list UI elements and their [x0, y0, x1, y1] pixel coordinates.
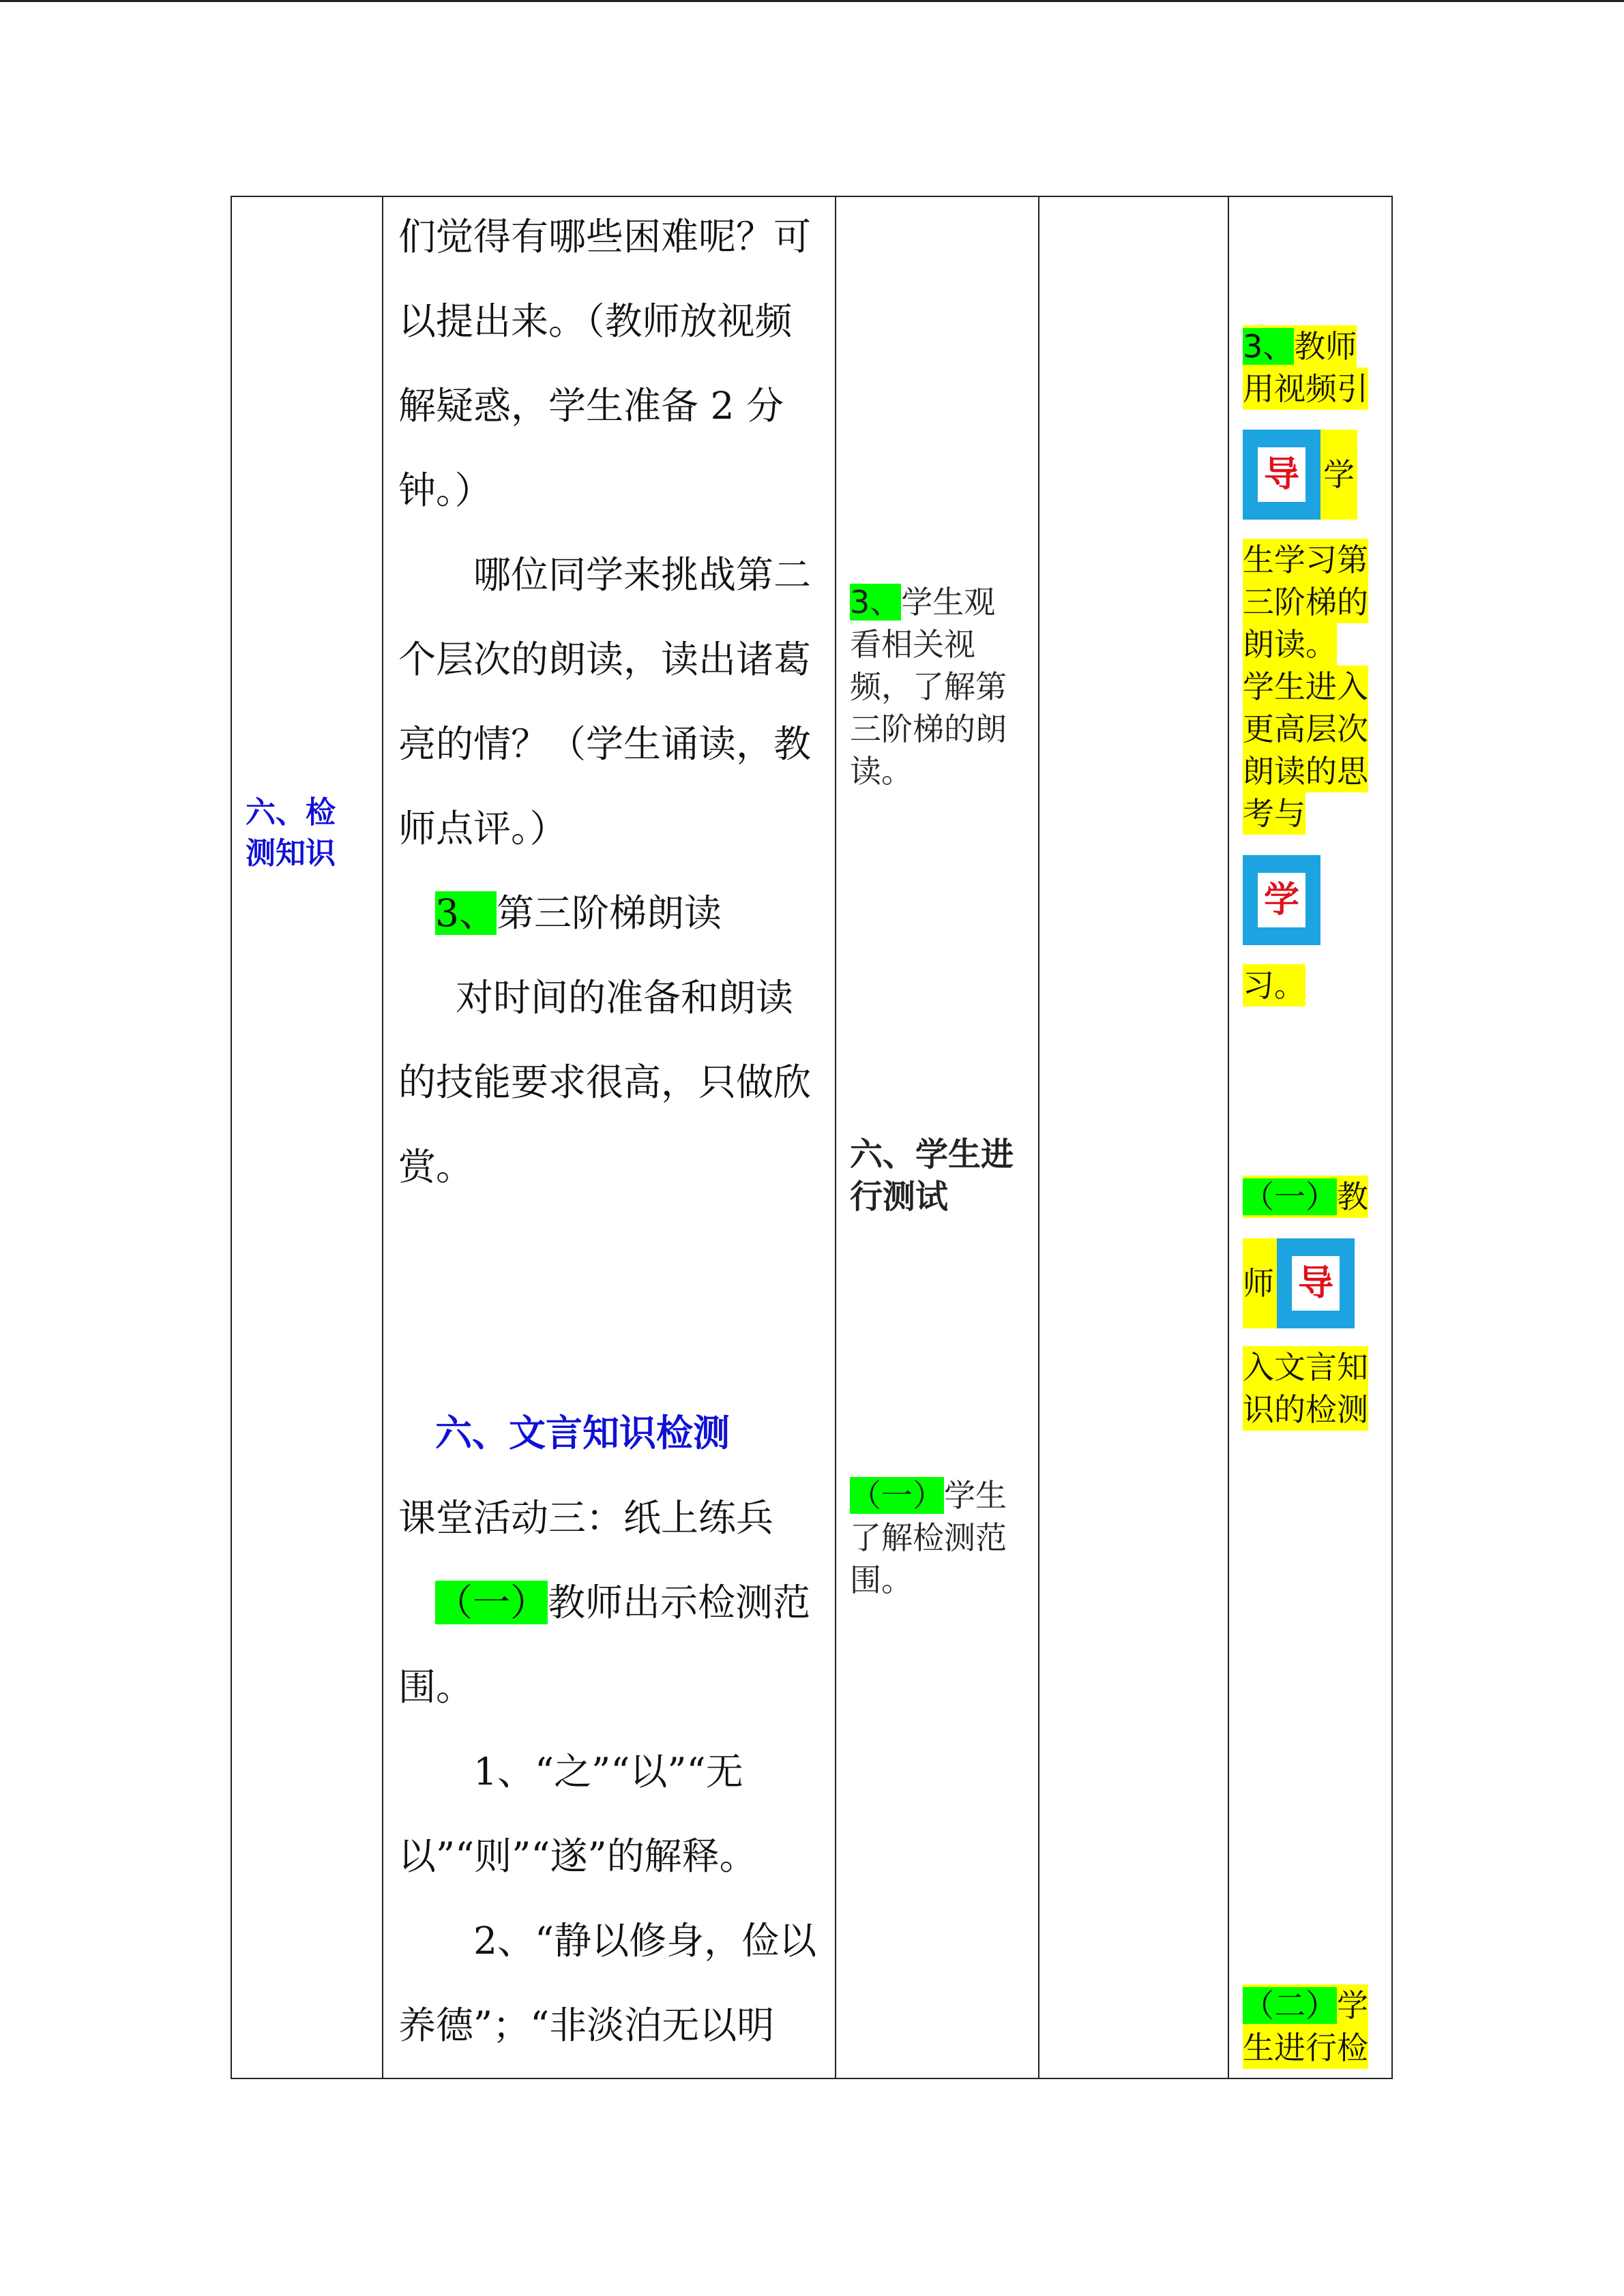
body-line: 以”“则”“遂”的解释。	[398, 1834, 757, 1878]
step-text: 第三阶梯朗读	[497, 891, 722, 935]
section-heading: 六、文言知识检测	[435, 1412, 730, 1455]
note-number: 3、	[850, 584, 902, 621]
note-text: 学	[1320, 430, 1357, 520]
xue-badge-icon: 学	[1243, 855, 1320, 945]
dao-badge-row-2	[1243, 1238, 1379, 1328]
design-note-2	[1243, 1176, 1379, 1218]
note-line: 三阶梯的	[1243, 581, 1368, 623]
note-number: 3、	[1243, 328, 1295, 365]
body-line: 的技能要求很高，只做欣	[398, 1060, 812, 1104]
top-border	[0, 0, 1624, 2]
body-line: 2、“静以修身，俭以	[473, 1919, 817, 1963]
note-line: 生进行检	[1243, 2027, 1368, 2069]
note-line: 朗读。	[1243, 623, 1337, 666]
note-line: 朗读的思	[1243, 750, 1368, 792]
body-line: 们觉得有哪些困难呢？可	[398, 215, 812, 258]
activity-title: 课堂活动三：纸上练兵	[398, 1496, 774, 1540]
body-line: 师点评。）	[398, 807, 567, 850]
note-line: 考与	[1243, 792, 1305, 835]
body-line: 1、“之”“以”“无	[473, 1750, 743, 1793]
xue-badge-row	[1243, 855, 1379, 945]
step-number: 3、	[435, 891, 497, 935]
note-text: 师	[1243, 1238, 1277, 1328]
body-line: 亮的情？（学生诵读，教	[398, 722, 812, 766]
note-line: 看相关视	[850, 626, 975, 663]
step-heading	[398, 871, 821, 955]
note-line	[1243, 1984, 1368, 2027]
subsection-text: 教师出示检测范	[548, 1581, 811, 1624]
dao-badge-row	[1243, 430, 1379, 520]
note-line	[1243, 1176, 1368, 1218]
body-line: 养德”；“非淡泊无以明	[398, 2003, 775, 2047]
note-line: 围。	[850, 1562, 913, 1598]
note-label: （一）	[1243, 1178, 1337, 1215]
note-line: 读。	[850, 753, 913, 790]
body-line: 以提出来。（教师放视频	[398, 299, 793, 343]
column-divider	[835, 196, 836, 2079]
note-label: （一）	[850, 1477, 944, 1514]
body-line: 哪位同学来挑战第二	[473, 553, 812, 597]
note-line: 更高层次	[1243, 708, 1368, 750]
note-line: 频，了解第	[850, 668, 1007, 705]
subsection-line	[398, 1560, 821, 1645]
teacher-activity-column	[398, 194, 821, 1209]
body-line: 对时间的准备和朗读	[456, 976, 794, 1019]
column-divider	[1038, 196, 1039, 2079]
body-line: 解疑惑，学生准备 2 分	[398, 384, 784, 428]
section-label: 六、检测知识	[246, 795, 336, 871]
note-line: 学生观	[901, 584, 996, 621]
heading-line: 行测试	[850, 1178, 949, 1216]
design-note-1	[1243, 325, 1379, 410]
design-note-1-cont	[1243, 539, 1379, 835]
body-line: 赏。	[398, 1145, 474, 1189]
note-line: 习。	[1243, 964, 1305, 1007]
note-line: 了解检测范	[850, 1519, 1007, 1556]
note-line: 入文言知	[1243, 1346, 1368, 1388]
note-line: 用视频引	[1243, 368, 1368, 410]
heading-line: 六、学生进	[850, 1135, 1014, 1174]
teacher-activity-lower	[398, 1476, 821, 2068]
student-section-heading	[850, 1133, 1027, 1218]
note-line	[1243, 325, 1357, 368]
note-line: 识的检测	[1243, 1388, 1368, 1431]
body-line: 个层次的朗读，读出诸葛	[398, 638, 812, 681]
student-note-2	[850, 1474, 1027, 1601]
design-note-1-end	[1243, 964, 1379, 1007]
note-text: 教师	[1294, 328, 1357, 365]
body-line: 围。	[398, 1665, 474, 1709]
subsection-label: （一）	[435, 1581, 548, 1624]
dao-badge-icon: 导	[1243, 430, 1320, 520]
column-divider	[1228, 196, 1229, 2079]
note-line: 生学习第	[1243, 539, 1368, 581]
note-text: 学	[1337, 1987, 1368, 2024]
note-line: 学生	[944, 1477, 1007, 1514]
note-line: 三阶梯的朗	[850, 711, 1007, 747]
note-text: 教	[1337, 1178, 1368, 1215]
column-divider	[382, 196, 383, 2079]
design-note-3	[1243, 1984, 1379, 2069]
design-note-2-cont	[1243, 1346, 1379, 1431]
body-line: 钟。）	[398, 468, 492, 512]
dao-badge-icon: 导	[1277, 1238, 1355, 1328]
note-label: （二）	[1243, 1987, 1337, 2024]
note-line: 学生进入	[1243, 666, 1368, 708]
student-note-1	[850, 581, 1027, 792]
